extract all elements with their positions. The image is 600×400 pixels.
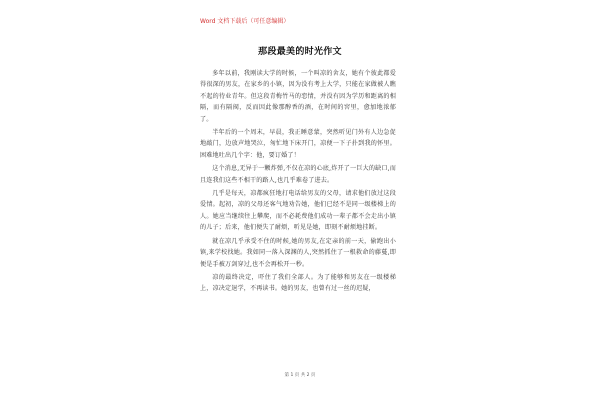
paragraph: 几乎是每天，凉都疯狂地打电话给男友的父母，请求他们放过这段爱情。起初，凉的父母还客气地劝告她，他们已经不是同一级楼梯上的人。她应当继续往上攀爬，而不必耗费他们成功一辈子都不会走出小镇的儿子；后来，他们便失了耐烦，听见是她，即刻不耐烦地挂断。 (200, 190, 396, 232)
paragraph: 凉的最终决定，吓住了我们全部人。为了能够和男友在一级楼梯上，凉决定退学，不再读书。她的男友，也曾有过一丝的迟疑， (200, 273, 396, 293)
article-body (200, 68, 396, 297)
page-title: 那段最美的时光作文 (258, 47, 342, 57)
paragraph: 半年后的一个周末，早晨，我正睡意蒙，突然听见门外有人边急促地敲门，边放声地哭泣，匆忙地下床开门，凉便一下子扑到我的怀里。困难地吐出几个字：他，要订婚了！ (200, 129, 396, 159)
download-note: Word 文档下载后（可任意编辑） (200, 18, 290, 25)
paragraph: 这个消息,无异于一颗炸弹,不仅在凉的心底,炸开了一巨大的缺口,而且连我们这些不相干的路人,也几乎难卷了进去。 (200, 165, 396, 184)
paragraph: 多年以前，我刚读大学的时候，一个叫凉的舍友，她有个彼此都爱得很深的男友，在家乡的小镇，因为没有考上大学，只能在家做被人瞧不起的待业青年。但这段青梅竹马的恋情，并没有因为学历和距离的相隔，而有隔阂，反而因此像那醇香的酒，在时间的窖里，愈加地浓郁了。 (200, 70, 396, 123)
paragraph: 就在凉几乎承受不住的时候,她的男友,在定亲的前一天，偷跑出小镇,来学校找她。我如同一落入深渊的人,突然抓住了一根救命的藤蔓,即便是手被万剑穿过,也不会再松开一秒。 (200, 237, 396, 268)
page-number: 第 1 页 共 2 页 (284, 373, 316, 378)
